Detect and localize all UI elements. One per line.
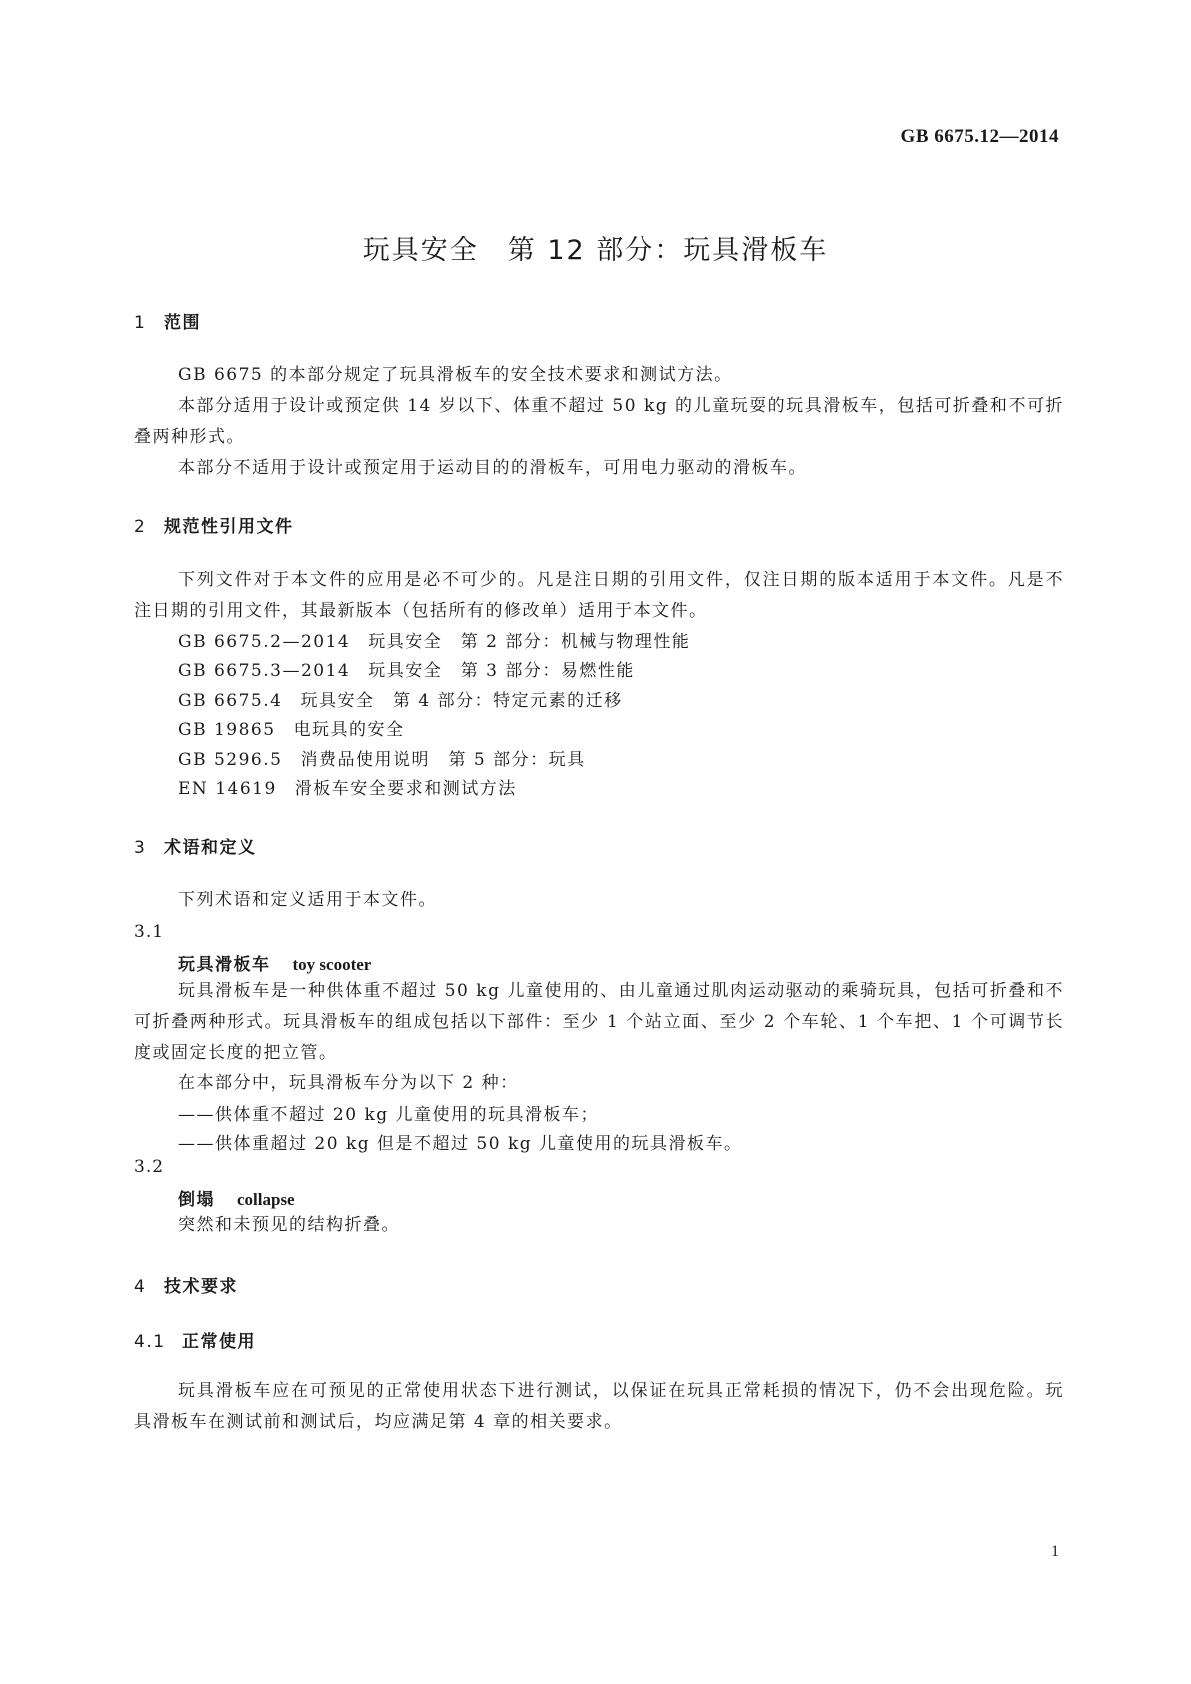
term-chinese: 倒塌 [178,1190,215,1210]
term-number: 3.1 [134,922,165,942]
section-number: 1 [134,313,147,333]
section-4-heading [134,1272,238,1297]
reference-code: GB 6675.3—2014 [178,661,351,681]
term-number: 3.2 [134,1157,165,1177]
reference-item [178,686,623,711]
reference-code: GB 19865 [178,720,276,740]
paragraph: 玩具滑板车应在可预见的正常使用状态下进行测试，以保证在玩具正常耗损的情况下，仍不会出现危险。玩具滑板车在测试前和测试后，均应满足第 4 章的相关要求。 [134,1381,1064,1432]
reference-item [178,745,586,770]
section-1-heading [134,308,201,333]
reference-title: 滑板车安全要求和测试方法 [294,779,517,799]
document-title: 玩具安全 第 12 部分：玩具滑板车 [362,235,829,266]
reference-code: GB 6675.4 [178,691,283,711]
reference-code: GB 6675.2—2014 [178,632,351,652]
term-english: toy scooter [292,955,372,974]
section-2-heading [134,512,294,537]
reference-title: 玩具安全 第 4 部分：特定元素的迁移 [300,691,623,711]
section-title: 正常使用 [182,1332,256,1352]
section-3-heading [134,833,257,858]
term-english: collapse [237,1190,295,1209]
list-item: ——供体重不超过 20 kg 儿童使用的玩具滑板车； [178,1105,600,1125]
term-chinese: 玩具滑板车 [178,955,271,975]
paragraph: GB 6675 的本部分规定了玩具滑板车的安全技术要求和测试方法。 [178,365,733,385]
section-title: 术语和定义 [164,838,257,858]
reference-title: 玩具安全 第 2 部分：机械与物理性能 [368,632,691,652]
term-definition: 玩具滑板车是一种供体重不超过 50 kg 儿童使用的、由儿童通过肌肉运动驱动的乘骑玩具，包括可折叠和不可折叠两种形式。玩具滑板车的组成包括以下部件：至少 1 个站立面、至少 2 个车轮、1 个车把、1 个可调节长度或固定长度的把立管。 [134,981,1064,1063]
reference-code: GB 5296.5 [178,750,283,770]
paragraph: 本部分不适用于设计或预定用于运动目的的滑板车，可用电力驱动的滑板车。 [178,458,807,478]
paragraph: 本部分适用于设计或预定供 14 岁以下、体重不超过 50 kg 的儿童玩耍的玩具滑板车，包括可折叠和不可折叠两种形式。 [134,396,1064,447]
reference-code: EN 14619 [178,779,277,799]
standard-code: GB 6675.12—2014 [900,126,1059,147]
reference-item [178,627,690,652]
section-title: 规范性引用文件 [164,517,294,537]
section-number: 2 [134,517,147,537]
reference-title: 电玩具的安全 [293,720,405,740]
section-number: 4.1 [134,1332,166,1352]
term-title [178,950,371,975]
term-title [178,1185,295,1210]
paragraph: 下列术语和定义适用于本文件。 [178,890,437,910]
reference-item [178,656,635,681]
reference-title: 玩具安全 第 3 部分：易燃性能 [368,661,635,681]
reference-title: 消费品使用说明 第 5 部分：玩具 [300,750,586,770]
reference-item [178,774,517,799]
section-title: 技术要求 [164,1277,238,1297]
section-title: 范围 [164,313,201,333]
section-number: 4 [134,1277,147,1297]
reference-item [178,715,405,740]
term-definition: 突然和未预见的结构折叠。 [178,1215,400,1235]
paragraph: 下列文件对于本文件的应用是必不可少的。凡是注日期的引用文件，仅注日期的版本适用于本文件。凡是不注日期的引用文件，其最新版本（包括所有的修改单）适用于本文件。 [134,570,1064,621]
paragraph: 在本部分中，玩具滑板车分为以下 2 种： [178,1073,519,1093]
subsection-4-1-heading [134,1327,256,1352]
section-number: 3 [134,838,147,858]
page-number: 1 [1051,1543,1059,1560]
list-item: ——供体重超过 20 kg 但是不超过 50 kg 儿童使用的玩具滑板车。 [178,1134,743,1154]
